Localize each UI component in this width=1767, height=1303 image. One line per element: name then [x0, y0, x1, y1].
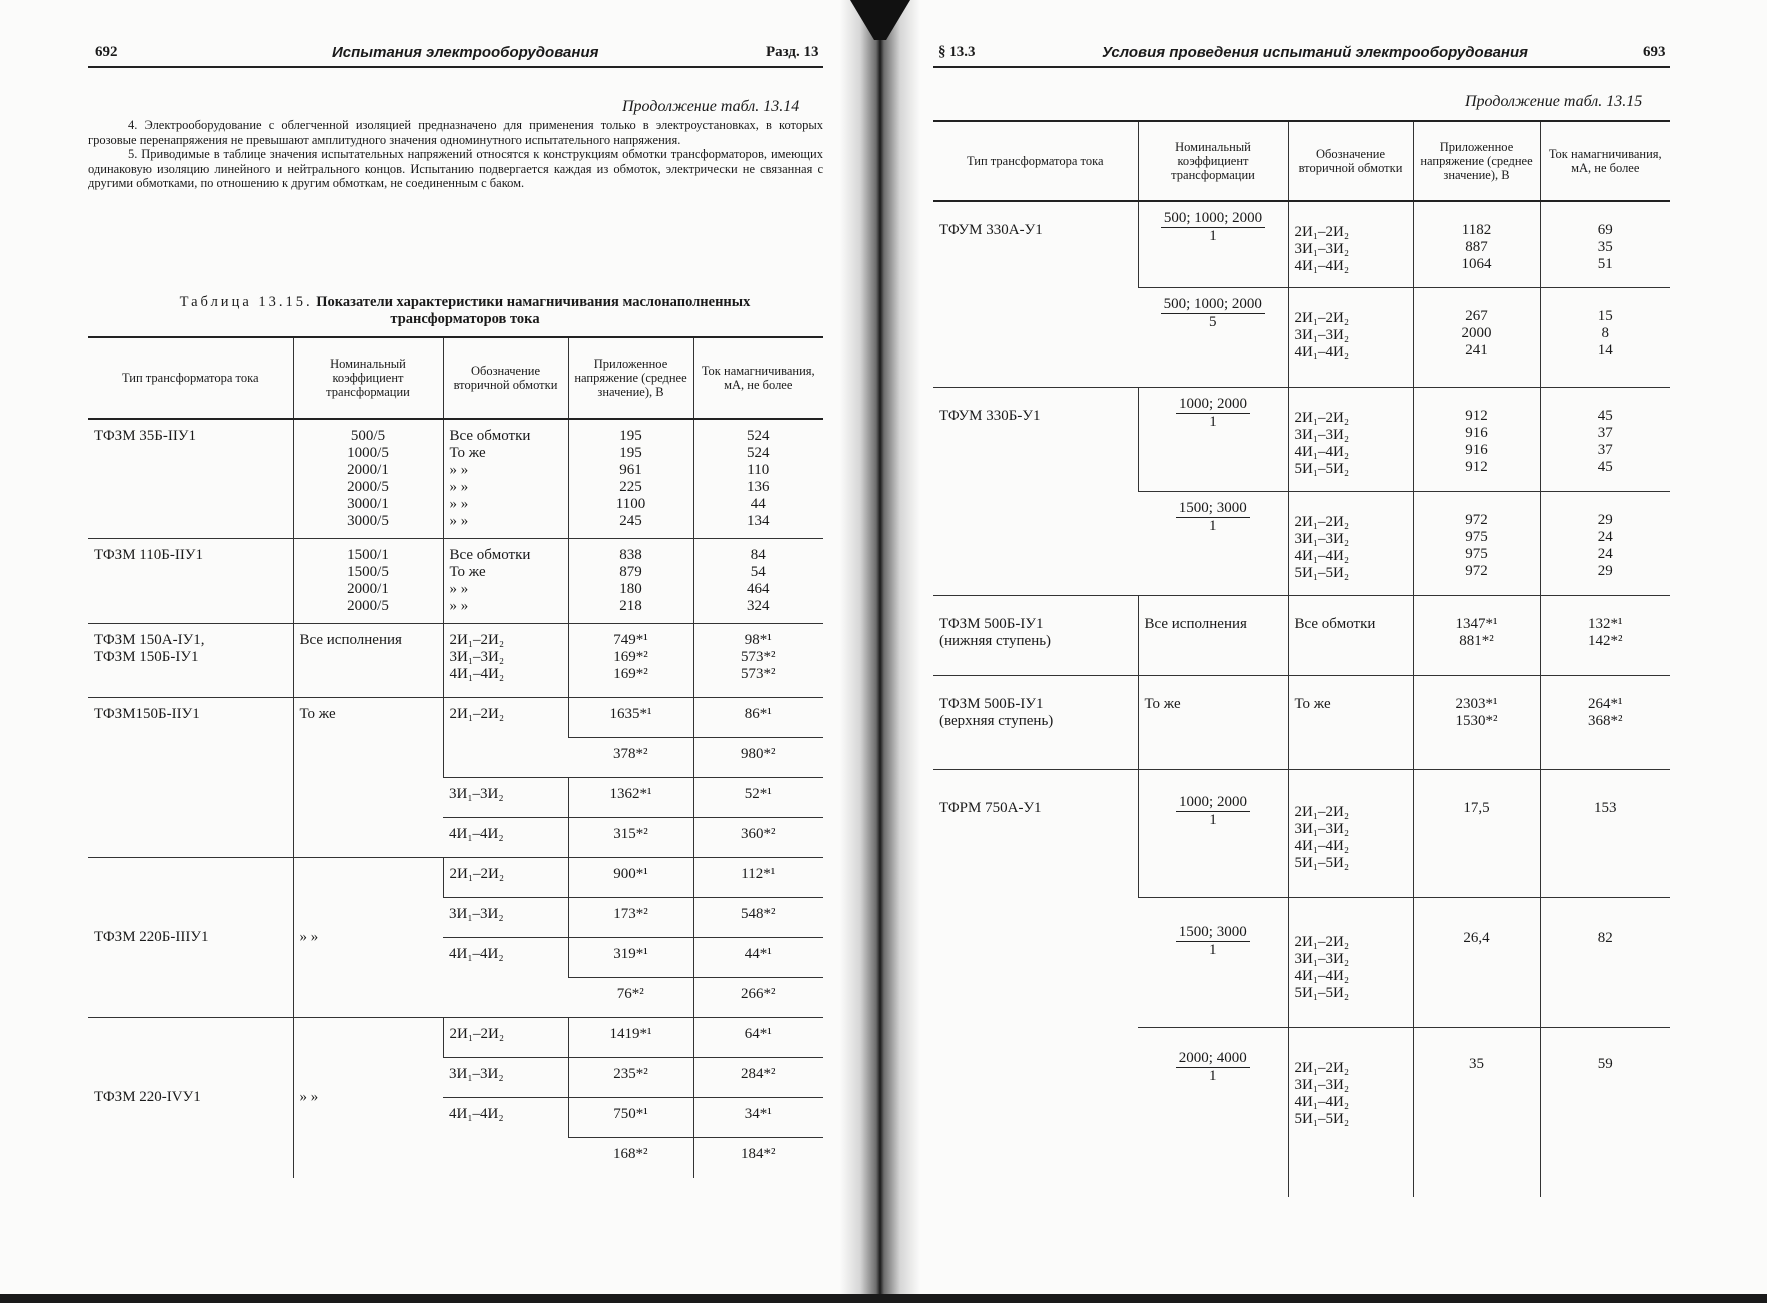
table-row — [933, 675, 1670, 769]
cell-current: 184*² — [693, 1138, 823, 1178]
ratio-denominator: 5 — [1209, 313, 1217, 330]
cell-ratio: » » — [293, 858, 443, 1018]
cell-voltage: 26,4 — [1413, 897, 1540, 1027]
cell-voltage: 900*¹ — [568, 858, 693, 898]
section-label: § 13.3 — [938, 44, 976, 60]
ratio-denominator: 1 — [1209, 228, 1217, 244]
book-gutter-shadow — [840, 0, 920, 1303]
cell-ratio — [1138, 491, 1288, 595]
cell-current: 44*¹ — [693, 938, 823, 978]
cell-winding: 2И₁–2И₂ 3И₁–3И₂ 4И₁–4И₂ 5И₁–5И₂ — [1288, 897, 1413, 1027]
ratio-numerator: 1500; 3000 — [1176, 500, 1250, 518]
cell-voltage: 1362*¹ — [568, 778, 693, 818]
header-rule — [88, 66, 823, 68]
cell-current: 980*² — [693, 738, 823, 778]
cell-type: ТФУМ 330Б-У1 — [933, 387, 1138, 595]
cell-voltage: 195 195 961 225 1100 245 — [568, 419, 693, 539]
cell-current: 59 — [1540, 1027, 1670, 1197]
table-header-row — [933, 121, 1670, 201]
cell-winding: Все обмотки То же » » » » — [443, 539, 568, 624]
cell-winding: 3И₁–3И₂ — [443, 898, 568, 938]
cell-voltage: 319*¹ — [568, 938, 693, 978]
table-header-row — [88, 337, 823, 419]
cell-ratio: То же — [1138, 675, 1288, 769]
ratio-denominator: 1 — [1208, 517, 1217, 534]
cell-winding: 2И₁–2И₂ 3И₁–3И₂ 4И₁–4И₂ 5И₁–5И₂ — [1288, 769, 1413, 897]
cell-ratio: » » — [293, 1018, 443, 1178]
cell-winding: 2И₁–2И₂ 3И₁–3И₂ 4И₁–4И₂ 5И₁–5И₂ — [1288, 491, 1413, 595]
cell-winding: 2И₁–2И₂ 3И₁–3И₂ 4И₁–4И₂ — [1288, 287, 1413, 387]
page-number: 692 — [95, 44, 118, 60]
cell-voltage: 750*¹ — [568, 1098, 693, 1138]
cell-voltage: 76*² — [568, 978, 693, 1018]
ratio-fraction — [1176, 924, 1250, 959]
cell-voltage: 838 879 180 218 — [568, 539, 693, 624]
cell-current: 266*² — [693, 978, 823, 1018]
cell-ratio — [1138, 201, 1288, 287]
col-header-type: Тип трансформатора тока — [933, 121, 1138, 201]
ratio-denominator: 1 — [1208, 941, 1217, 958]
cell-type: ТФЗМ 220Б-IIIУ1 — [88, 858, 293, 1018]
cell-ratio — [1138, 1027, 1288, 1197]
cell-winding: 3И₁–3И₂ — [443, 1058, 568, 1098]
col-header-winding: Обозначение вторичной обмотки — [1288, 121, 1413, 201]
cell-type: ТФЗМ 500Б-IУ1 (верхняя ступень) — [933, 675, 1138, 769]
cell-current: 524 524 110 136 44 134 — [693, 419, 823, 539]
cell-voltage: 173*² — [568, 898, 693, 938]
ratio-numerator: 2000; 4000 — [1176, 1050, 1250, 1068]
cell-current: 29 24 24 29 — [1540, 491, 1670, 595]
magnetization-table-left — [88, 336, 823, 1178]
cell-winding: 2И₁–2И₂ — [443, 698, 568, 778]
page-number: 693 — [1643, 44, 1666, 60]
cell-voltage: 1182 887 1064 — [1413, 201, 1540, 287]
table-row — [88, 539, 823, 624]
cell-ratio: 500/5 1000/5 2000/1 2000/5 3000/1 3000/5 — [293, 419, 443, 539]
cell-ratio: Все исполнения — [293, 624, 443, 698]
cell-voltage: 17,5 — [1413, 769, 1540, 897]
continuation-label: Продолжение табл. 13.14 — [622, 98, 800, 115]
ratio-numerator: 1000; 2000 — [1176, 396, 1250, 414]
cell-voltage: 2303*¹ 1530*² — [1413, 675, 1540, 769]
col-header-type: Тип трансформатора тока — [88, 337, 293, 419]
section-label: Разд. 13 — [766, 44, 819, 60]
cell-winding: Все обмотки То же » » » » » » » » — [443, 419, 568, 539]
cell-type: ТФЗМ 220-IVУ1 — [88, 1018, 293, 1178]
table-row — [88, 419, 823, 539]
ratio-fraction — [1176, 1050, 1250, 1085]
cell-type: ТФЗМ 500Б-IУ1 (нижняя ступень) — [933, 595, 1138, 675]
ratio-fraction — [1176, 396, 1250, 431]
ratio-numerator: 500; 1000; 2000 — [1161, 210, 1265, 228]
cell-winding: 2И₁–2И₂ 3И₁–3И₂ 4И₁–4И₂ 5И₁–5И₂ — [1288, 387, 1413, 491]
note-5: 5. Приводимые в таблице значения испытательных напряжений относятся к конструкциям обмотки трансформаторов, имеющих одинаковую изоляцию линейного и нейтрального концов. Испытанию подвергается каждая из обмоток, электрически не связанная с другими обмотками, по отношению к другим обмоткам, не соединенным с баком. — [88, 147, 823, 190]
cell-voltage: 235*² — [568, 1058, 693, 1098]
cell-winding: Все обмотки — [1288, 595, 1413, 675]
col-header-ratio: Номинальный коэффициент трансформации — [293, 337, 443, 419]
cell-voltage: 168*² — [568, 1138, 693, 1178]
cell-winding: 4И₁–4И₂ — [443, 1098, 568, 1178]
cell-winding: 2И₁–2И₂ — [443, 1018, 568, 1058]
cell-voltage: 315*² — [568, 818, 693, 858]
cell-voltage: 267 2000 241 — [1413, 287, 1540, 387]
col-header-winding: Обозначение вторичной обмотки — [443, 337, 568, 419]
cell-type: ТФЗМ 110Б-IIУ1 — [88, 539, 293, 624]
ratio-fraction — [1161, 296, 1265, 331]
cell-current: 82 — [1540, 897, 1670, 1027]
cell-current: 284*² — [693, 1058, 823, 1098]
cell-type: ТФРМ 750А-У1 — [933, 769, 1138, 1197]
cell-voltage: 749*¹ 169*² 169*² — [568, 624, 693, 698]
cell-current: 264*¹ 368*² — [1540, 675, 1670, 769]
cell-winding: 4И₁–4И₂ — [443, 938, 568, 1018]
cell-type: ТФЗМ150Б-IIУ1 — [88, 698, 293, 858]
cell-type: ТФУМ 330А-У1 — [933, 201, 1138, 387]
cell-voltage: 35 — [1413, 1027, 1540, 1197]
cell-winding: То же — [1288, 675, 1413, 769]
cell-current: 98*¹ 573*² 573*² — [693, 624, 823, 698]
table-caption — [120, 294, 810, 328]
table-row — [88, 858, 823, 898]
cell-current: 360*² — [693, 818, 823, 858]
cell-ratio — [1138, 287, 1288, 387]
cell-ratio: 1500/1 1500/5 2000/1 2000/5 — [293, 539, 443, 624]
cell-winding: 2И₁–2И₂ 3И₁–3И₂ 4И₁–4И₂ — [443, 624, 568, 698]
col-header-current: Ток намагничивания, мА, не более — [693, 337, 823, 419]
col-header-ratio: Номинальный коэффициент трансформации — [1138, 121, 1288, 201]
table-row — [933, 201, 1670, 287]
cell-current: 45 37 37 45 — [1540, 387, 1670, 491]
cell-ratio — [1138, 897, 1288, 1027]
running-title: Испытания электрооборудования — [332, 44, 599, 61]
cell-winding: 2И₁–2И₂ 3И₁–3И₂ 4И₁–4И₂ 5И₁–5И₂ — [1288, 1027, 1413, 1197]
table-title: Показатели характеристики намагничивания маслонаполненных трансформаторов тока — [316, 294, 751, 327]
ratio-fraction — [1176, 500, 1250, 535]
cell-voltage: 1635*¹ — [568, 698, 693, 738]
cell-current: 112*¹ — [693, 858, 823, 898]
cell-voltage: 1347*¹ 881*² — [1413, 595, 1540, 675]
cell-ratio — [1138, 387, 1288, 491]
ratio-denominator: 1 — [1208, 1067, 1217, 1084]
ratio-fraction — [1176, 794, 1250, 829]
cell-winding: 3И₁–3И₂ — [443, 778, 568, 818]
cell-type: ТФЗМ 150А-IУ1, ТФЗМ 150Б-IУ1 — [88, 624, 293, 698]
cell-winding: 4И₁–4И₂ — [443, 818, 568, 858]
cell-current: 86*¹ — [693, 698, 823, 738]
cell-voltage: 972 975 975 972 — [1413, 491, 1540, 595]
cell-current: 52*¹ — [693, 778, 823, 818]
col-header-voltage: Приложенное напряжение (среднее значение), В — [1413, 121, 1540, 201]
cell-voltage: 1419*¹ — [568, 1018, 693, 1058]
cell-current: 84 54 464 324 — [693, 539, 823, 624]
ratio-fraction — [1161, 210, 1265, 245]
cell-current: 69 35 51 — [1540, 201, 1670, 287]
cell-current: 153 — [1540, 769, 1670, 897]
table-row — [933, 387, 1670, 491]
table-row — [88, 624, 823, 698]
ratio-denominator: 1 — [1209, 811, 1217, 828]
table-label: Таблица 13.15. — [179, 294, 313, 310]
cell-ratio — [1138, 769, 1288, 897]
cell-ratio: Все исполнения — [1138, 595, 1288, 675]
left-page — [0, 0, 870, 1303]
ratio-denominator: 1 — [1209, 413, 1217, 430]
table-row — [88, 698, 823, 738]
running-title: Условия проведения испытаний электрооборудования — [1102, 44, 1528, 61]
cell-winding: 2И₁–2И₂ — [443, 858, 568, 898]
cell-winding: 2И₁–2И₂ 3И₁–3И₂ 4И₁–4И₂ — [1288, 201, 1413, 287]
table-notes — [88, 118, 823, 191]
table-row — [933, 595, 1670, 675]
table-row — [933, 769, 1670, 897]
ratio-numerator: 500; 1000; 2000 — [1161, 296, 1265, 314]
cell-current: 548*² — [693, 898, 823, 938]
cell-current: 34*¹ — [693, 1098, 823, 1138]
col-header-current: Ток намагничивания, мА, не более — [1540, 121, 1670, 201]
cell-ratio: То же — [293, 698, 443, 858]
ratio-numerator: 1000; 2000 — [1176, 794, 1250, 812]
right-page — [895, 0, 1767, 1303]
scan-bottom-edge — [0, 1294, 1767, 1303]
ratio-numerator: 1500; 3000 — [1176, 924, 1250, 942]
cell-current: 15 8 14 — [1540, 287, 1670, 387]
cell-voltage: 912 916 916 912 — [1413, 387, 1540, 491]
col-header-voltage: Приложенное напряжение (среднее значение), В — [568, 337, 693, 419]
note-4: 4. Электрооборудование с облегченной изоляцией предназначено для применения только в электроустановках, в которых грозовые перенапряжения не превышают амплитудного значения одноминутного испытательного напряжения. — [88, 118, 823, 147]
header-rule — [933, 66, 1670, 68]
cell-type: ТФЗМ 35Б-IIУ1 — [88, 419, 293, 539]
continuation-label: Продолжение табл. 13.15 — [1465, 93, 1643, 110]
table-row — [88, 1018, 823, 1058]
magnetization-table-right — [933, 120, 1670, 1197]
cell-voltage: 378*² — [568, 738, 693, 778]
cell-current: 132*¹ 142*² — [1540, 595, 1670, 675]
cell-current: 64*¹ — [693, 1018, 823, 1058]
